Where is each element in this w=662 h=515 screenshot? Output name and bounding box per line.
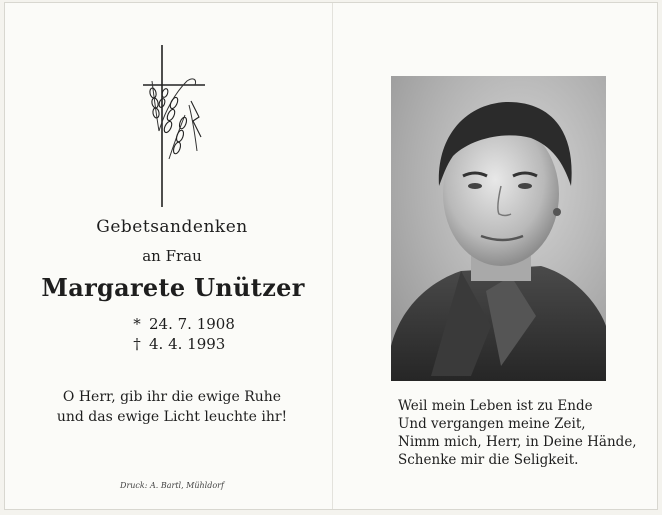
heading: Gebetsandenken xyxy=(96,217,248,237)
verse-line: Schenke mir die Seligkeit. xyxy=(398,452,579,468)
memorial-card xyxy=(4,2,658,510)
life-dates xyxy=(125,314,235,354)
deceased-name: Margarete Unützer xyxy=(41,273,305,302)
death-date: 4. 4. 1993 xyxy=(149,335,226,353)
birth-date: 24. 7. 1908 xyxy=(149,315,235,333)
death-row xyxy=(125,334,235,354)
verse-line: Weil mein Leben ist zu Ende xyxy=(398,398,593,414)
verse xyxy=(398,397,637,469)
prayer xyxy=(27,387,317,427)
prayer-line: und das ewige Licht leuchte ihr! xyxy=(56,409,288,425)
prayer-line: O Herr, gib ihr die ewige Ruhe xyxy=(62,389,282,405)
portrait-photo xyxy=(391,76,606,381)
printer-credit: Druck: A. Bartl, Mühldorf xyxy=(120,481,224,490)
birth-row xyxy=(125,314,235,334)
verse-line: Nimm mich, Herr, in Deine Hände, xyxy=(398,434,637,450)
birth-star-icon: * xyxy=(133,315,141,333)
death-cross-icon: † xyxy=(133,335,141,353)
salutation: an Frau xyxy=(142,247,202,265)
fold-line xyxy=(332,3,333,509)
cross-with-wheat-icon xyxy=(135,41,215,209)
verse-line: Und vergangen meine Zeit, xyxy=(398,416,586,432)
